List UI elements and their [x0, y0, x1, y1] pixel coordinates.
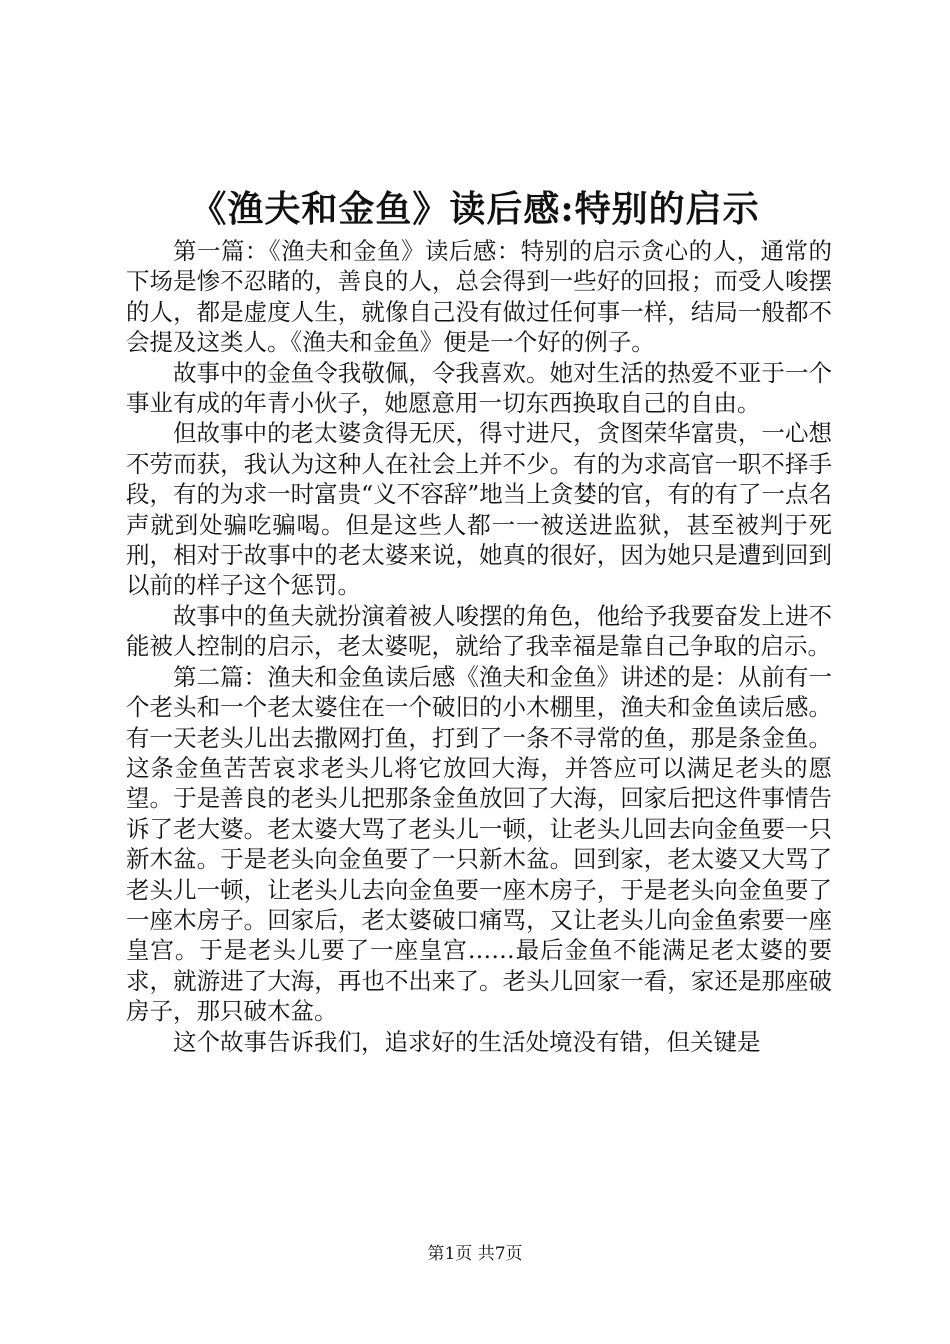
document-title: 《渔夫和金鱼》读后感:特别的启示 — [190, 188, 760, 230]
paragraph: 第一篇：《渔夫和金鱼》读后感：特别的启示贪心的人，通常的下场是惨不忍睹的，善良的人，总会得到一些好的回报；而受人唆摆的人，都是虚度人生，就像自己没有做过任何事一样，结局一般都不会提及这类人。《渔夫和金鱼》便是一个好的例子。 — [126, 237, 832, 357]
paragraph: 故事中的鱼夫就扮演着被人唆摆的角色，他给予我要奋发上进不能被人控制的启示，老太婆呢，就给了我幸福是靠自己争取的启示。 — [126, 601, 832, 661]
page-number-footer: 第1页 共7页 — [427, 1244, 523, 1264]
paragraph: 但故事中的老太婆贪得无厌，得寸进尺，贪图荣华富贵，一心想不劳而获，我认为这种人在社会上并不少。有的为求高官一职不择手段，有的为求一时富贵“义不容辞”地当上贪婪的官，有的有了一点名声就到处骗吃骗喝。但是这些人都一一被送进监狱，甚至被判于死刑，相对于故事中的老太婆来说，她真的很好，因为她只是遭到回到以前的样子这个惩罚。 — [126, 419, 832, 600]
paragraph: 这个故事告诉我们，追求好的生活处境没有错，但关键是 — [173, 1027, 761, 1056]
paragraph: 第二篇：渔夫和金鱼读后感《渔夫和金鱼》讲述的是：从前有一个老头和一个老太婆住在一个破旧的小木棚里，渔夫和金鱼读后感。有一天老头儿出去撒网打鱼，打到了一条不寻常的鱼，那是条金鱼。这条金鱼苦苦哀求老头儿将它放回大海，并答应可以满足老头的愿望。于是善良的老头儿把那条金鱼放回了大海，回家后把这件事情告诉了老大婆。老太婆大骂了老头儿一顿，让老头儿回去向金鱼要一只新木盆。于是老头向金鱼要了一只新木盆。回到家，老太婆又大骂了老头儿一顿，让老头儿去向金鱼要一座木房子，于是老头向金鱼要了一座木房子。回家后，老太婆破口痛骂，又让老头儿向金鱼索要一座皇宫。于是老头儿要了一座皇宫……最后金鱼不能满足老太婆的要求，就游进了大海，再也不出来了。老头儿回家一看，家还是那座破房子，那只破木盆。 — [126, 662, 832, 1026]
paragraph: 故事中的金鱼令我敬佩，令我喜欢。她对生活的热爱不亚于一个事业有成的年青小伙子，她愿意用一切东西换取自己的自由。 — [126, 358, 832, 418]
document-body — [126, 236, 832, 1057]
